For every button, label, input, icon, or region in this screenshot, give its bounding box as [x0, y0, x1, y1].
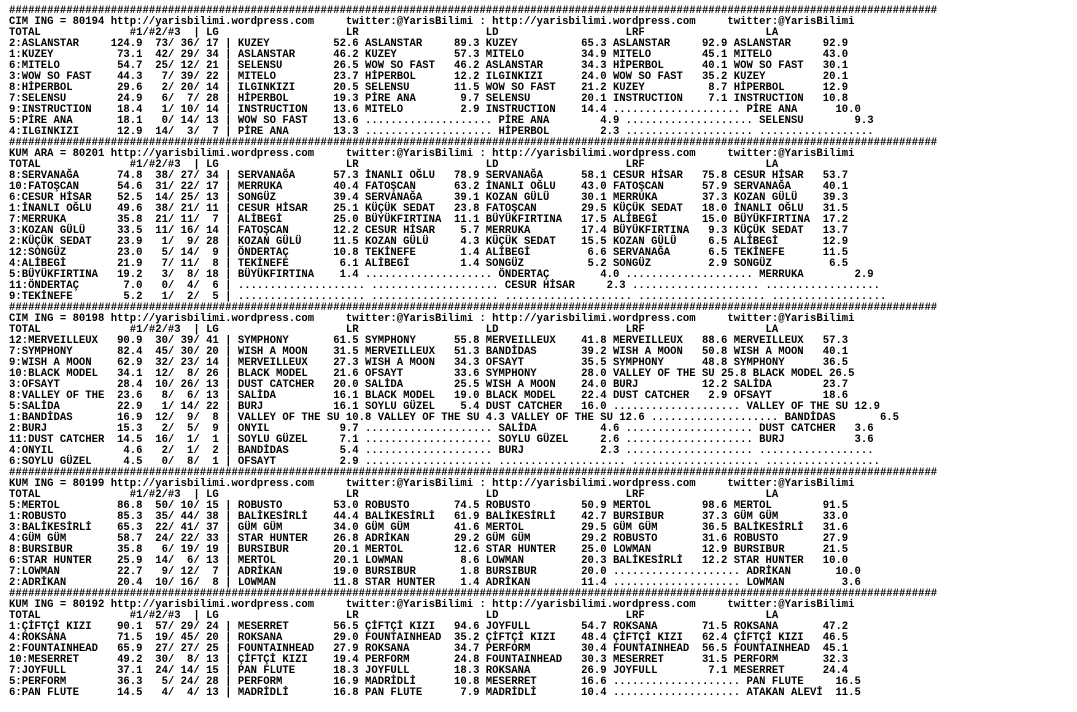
report-line: 6:MITELO 54.7 25/ 12/ 21 | SELENSU 26.5 WOW SO FAST 46.2 ASLANSTAR 34.3 HİPERBOL 40.1 WOW SO FAST 30.1: [9, 60, 849, 72]
report-line: ##################################################################################################################################################: [9, 467, 938, 479]
report-line: 1:ÇİFTÇİ KIZI 90.1 57/ 29/ 24 | MESERRET 56.5 ÇİFTÇİ KIZI 94.6 JOYFULL 54.7 ROKSANA 71.5 ROKSANA 47.2: [9, 621, 849, 633]
report-line: ##################################################################################################################################################: [9, 302, 938, 314]
report-line: 2:ASLANSTAR 124.9 73/ 36/ 17 | KUZEY 52.6 ASLANSTAR 89.3 KUZEY 65.3 ASLANSTAR 92.9 ASLANSTAR 92.9: [9, 38, 849, 50]
report-line: ##################################################################################################################################################: [9, 588, 938, 600]
report-line: KUM ARA = 80201 http://yarisbilimi.wordpress.com twitter:@YarisBilimi : http://yarisbilimi.wordpress.com twitter:@YarisBilimi: [9, 148, 855, 160]
report-line: KUM ING = 80192 http://yarisbilimi.wordpress.com twitter:@YarisBilimi : http://yarisbilimi.wordpress.com twitter:@YarisBilimi: [9, 599, 855, 611]
report-line: 10:BLACK MODEL 34.1 12/ 8/ 26 | BLACK MODEL 21.6 OFSAYT 33.6 SYMPHONY 28.0 VALLEY OF THE SU 25.8 BLACK MODEL 26.5: [9, 368, 855, 380]
report-line: 10:MESERRET 49.2 30/ 8/ 13 | ÇİFTÇİ KIZI 19.4 PERFORM 24.8 FOUNTAINHEAD 30.3 MESERRET 31.5 PERFORM 32.3: [9, 654, 849, 666]
report-line: 1:ROBUSTO 85.3 35/ 44/ 38 | BALİKESİRLİ 44.4 BALİKESİRLİ 61.9 BALİKESİRLİ 42.7 BURSIBUR 37.3 GÜM GÜM 33.0: [9, 511, 849, 523]
report-line: 5:MERTOL 86.8 50/ 10/ 15 | ROBUSTO 53.0 ROBUSTO 74.5 ROBUSTO 50.9 MERTOL 98.6 MERTOL 91.5: [9, 500, 849, 512]
report-line: 1:İNANLI OĞLU 49.6 38/ 21/ 11 | CESUR HİSAR 25.1 KÜÇÜK SEDAT 23.8 FATOŞCAN 29.5 KÜÇÜK SEDAT 18.0 İNANLI OĞLU 31.5: [9, 203, 849, 215]
report-line: 3:BALİKESİRLİ 65.3 22/ 41/ 37 | GÜM GÜM 34.0 GÜM GÜM 41.6 MERTOL 29.5 GÜM GÜM 36.5 BALİKESİRLİ 31.6: [9, 522, 849, 534]
report-line: 4:ONYIL 4.6 2/ 1/ 2 | BANDİDAS 5.4 .................... BURJ 2.3 .................... ..................: [9, 445, 874, 457]
report-line: 4:ROKSANA 71.5 19/ 45/ 20 | ROKSANA 29.0 FOUNTAINHEAD 35.2 ÇİFTÇİ KIZI 48.4 ÇİFTÇİ KIZI 62.4 ÇİFTÇİ KIZI 46.5: [9, 632, 849, 644]
report-line: 11:DUST CATCHER 14.5 16/ 1/ 1 | SOYLU GÜZEL 7.1 .................... SOYLU GÜZEL 2.6 .................... BURJ 3.6: [9, 434, 874, 446]
report-line: 2:KÜÇÜK SEDAT 23.9 1/ 9/ 28 | KOZAN GÜLÜ 11.5 KOZAN GÜLÜ 4.3 KÜÇÜK SEDAT 15.5 KOZAN GÜLÜ 6.5 ALİBEGİ 12.9: [9, 236, 849, 248]
report-line: 8:SERVANAĞA 74.8 38/ 27/ 34 | SERVANAĞA 57.3 İNANLI OĞLU 78.9 SERVANAĞA 58.1 CESUR HİSAR 75.8 CESUR HİSAR 53.7: [9, 170, 849, 182]
report-line: 12:MERVEILLEUX 90.9 30/ 39/ 41 | SYMPHONY 61.5 SYMPHONY 55.8 MERVEILLEUX 41.8 MERVEILLEUX 88.6 MERVEILLEUX 57.3: [9, 335, 849, 347]
report-line: 2:FOUNTAINHEAD 65.9 27/ 27/ 25 | FOUNTAINHEAD 27.9 ROKSANA 34.7 PERFORM 30.4 FOUNTAINHEAD 56.5 FOUNTAINHEAD 45.1: [9, 643, 849, 655]
report-line: 7:SELENSU 24.9 6/ 7/ 28 | HİPERBOL 19.3 PİRE ANA 9.7 SELENSU 20.1 INSTRUCTION 7.1 INSTRUCTION 10.8: [9, 93, 849, 105]
report-line: 11:ÖNDERTAÇ 7.0 0/ 4/ 6 | .................... .................... CESUR HİSAR 2.3 .................... ..................: [9, 280, 880, 292]
report-line: 2:ADRİKAN 20.4 10/ 16/ 8 | LOWMAN 11.8 STAR HUNTER 1.4 ADRİKAN 11.4 .................... LOWMAN 3.6: [9, 577, 861, 589]
report-line: ##################################################################################################################################################: [9, 5, 938, 17]
report-line: 3:WOW SO FAST 44.3 7/ 39/ 22 | MITELO 23.7 HİPERBOL 12.2 ILGINKIZI 24.0 WOW SO FAST 35.2 KUZEY 20.1: [9, 71, 849, 83]
report-line: 9:WISH A MOON 62.9 32/ 23/ 14 | MERVEILLEUX 27.3 WISH A MOON 34.3 OFSAYT 35.5 SYMPHONY 48.8 SYMPHONY 36.5: [9, 357, 849, 369]
report-line: 8:BURSIBUR 35.8 6/ 19/ 19 | BURSIBUR 20.1 MERTOL 12.6 STAR HUNTER 25.0 LOWMAN 12.9 BURSIBUR 21.5: [9, 544, 849, 556]
report-line: 3:OFSAYT 28.4 10/ 26/ 13 | DUST CATCHER 20.0 SALİDA 25.5 WISH A MOON 24.0 BURJ 12.2 SALİDA 23.7: [9, 379, 849, 391]
report-line: 7:MERRUKA 35.8 21/ 11/ 7 | ALİBEGİ 25.0 BÜYÜKFIRTINA 11.1 BÜYÜKFIRTINA 17.5 ALİBEGİ 15.0 BÜYÜKFIRTINA 17.2: [9, 214, 849, 226]
report-line: 6:CESUR HİSAR 52.5 14/ 25/ 13 | SONGÜZ 39.4 SERVANAĞA 39.1 KOZAN GÜLÜ 30.1 MERRUKA 37.3 KOZAN GÜLÜ 39.3: [9, 192, 849, 204]
report-line: 3:KOZAN GÜLÜ 33.5 11/ 16/ 14 | FATOŞCAN 12.2 CESUR HİSAR 5.7 MERRUKA 17.4 BÜYÜKFIRTINA 9.3 KÜÇÜK SEDAT 13.7: [9, 225, 849, 237]
report-line: 1:BANDİDAS 16.9 12/ 9/ 8 | VALLEY OF THE SU 10.8 VALLEY OF THE SU 4.3 VALLEY OF THE SU 12.6 .................... BANDİDAS 6.5: [9, 412, 900, 424]
report-line: 5:SALİDA 22.9 1/ 14/ 22 | BURJ 16.1 SOYLU GÜZEL 5.4 DUST CATCHER 16.0 .................... VALLEY OF THE SU 12.9: [9, 401, 880, 413]
report-line: 8:VALLEY OF THE 23.6 8/ 6/ 13 | SALİDA 16.1 BLACK MODEL 19.0 BLACK MODEL 22.4 DUST CATCHER 2.9 OFSAYT 18.6: [9, 390, 849, 402]
report-line: 8:HİPERBOL 29.6 2/ 20/ 14 | ILGINKIZI 20.5 SELENSU 11.5 WOW SO FAST 21.2 KUZEY 8.7 HİPERBOL 12.9: [9, 82, 849, 94]
report-line: 6:SOYLU GÜZEL 4.5 0/ 8/ 1 | OFSAYT 2.9 .................... .................... .................... ..................: [9, 456, 880, 468]
report-line: CIM ING = 80198 http://yarisbilimi.wordpress.com twitter:@YarisBilimi : http://yarisbilimi.wordpress.com twitter:@YarisBilimi: [9, 313, 855, 325]
report-line: 6:PAN FLUTE 14.5 4/ 4/ 13 | MADRİDLİ 16.8 PAN FLUTE 7.9 MADRİDLİ 10.4 .................... ATAKAN ALEVİ 11.5: [9, 687, 861, 699]
report-line: CIM ING = 80194 http://yarisbilimi.wordpress.com twitter:@YarisBilimi : http://yarisbilimi.wordpress.com twitter:@YarisBilimi: [9, 16, 855, 28]
report-line: 5:BÜYÜKFIRTINA 19.2 3/ 8/ 18 | BÜYÜKFIRTINA 1.4 .................... ÖNDERTAÇ 4.0 .................... MERRUKA 2.9: [9, 269, 874, 281]
report-line: TOTAL #1/#2/#3 | LG LR LD LRF LA: [9, 489, 779, 501]
report-line: ##################################################################################################################################################: [9, 137, 938, 149]
report-line: 7:SYMPHONY 82.4 45/ 30/ 20 | WISH A MOON 31.5 MERVEILLEUX 51.3 BANDİDAS 39.2 WISH A MOON 50.8 WISH A MOON 40.1: [9, 346, 849, 358]
report-line: 4:GÜM GÜM 58.7 24/ 22/ 33 | STAR HUNTER 26.8 ADRİKAN 29.2 GÜM GÜM 29.2 ROBUSTO 31.6 ROBUSTO 27.9: [9, 533, 849, 545]
report-line: TOTAL #1/#2/#3 | LG LR LD LRF LA: [9, 324, 779, 336]
report-line: TOTAL #1/#2/#3 | LG LR LD LRF LA: [9, 610, 779, 622]
report-line: TOTAL #1/#2/#3 | LG LR LD LRF LA: [9, 27, 779, 39]
report-line: TOTAL #1/#2/#3 | LG LR LD LRF LA: [9, 159, 779, 171]
report-line: 9:INSTRUCTION 18.4 1/ 10/ 14 | INSTRUCTION 13.6 MITELO 2.9 INSTRUCTION 14.4 .................... PİRE ANA 10.0: [9, 104, 861, 116]
report-line: 4:ILGINKIZI 12.9 14/ 3/ 7 | PİRE ANA 13.3 .................... HİPERBOL 2.3 .................... ..................: [9, 126, 874, 138]
report-line: 10:FATOŞCAN 54.6 31/ 22/ 17 | MERRUKA 40.4 FATOŞCAN 63.2 İNANLI OĞLU 43.0 FATOŞCAN 57.9 SERVANAĞA 40.1: [9, 181, 849, 193]
report-line: 9:TEKİNEFE 5.2 1/ 2/ 5 | .................... .................... .................... .................... ..................: [9, 291, 887, 303]
report-line: 7:LOWMAN 22.7 9/ 12/ 7 | ADRİKAN 19.0 BURSIBUR 1.8 BURSIBUR 20.0 .................... ADRİKAN 10.0: [9, 566, 861, 578]
report-line: KUM ING = 80199 http://yarisbilimi.wordpress.com twitter:@YarisBilimi : http://yarisbilimi.wordpress.com twitter:@YarisBilimi: [9, 478, 855, 490]
report-line: 7:JOYFULL 37.1 24/ 14/ 15 | PAN FLUTE 18.3 JOYFULL 18.3 ROKSANA 26.9 JOYFULL 7.1 MESERRET 24.4: [9, 665, 849, 677]
report-line: 5:PİRE ANA 18.1 0/ 14/ 13 | WOW SO FAST 13.6 .................... PİRE ANA 4.9 .................... SELENSU 9.3: [9, 115, 874, 127]
report-line: 2:BURJ 15.3 2/ 5/ 9 | ONYIL 9.7 .................... SALİDA 4.6 .................... DUST CATCHER 3.6: [9, 423, 874, 435]
report-line: 6:STAR HUNTER 25.9 14/ 6/ 13 | MERTOL 20.1 LOWMAN 8.6 LOWMAN 20.3 BALİKESİRLİ 12.2 STAR HUNTER 10.0: [9, 555, 849, 567]
report-line: 5:PERFORM 36.3 5/ 24/ 28 | PERFORM 16.9 MADRİDLİ 10.8 MESERRET 16.6 .................... PAN FLUTE 16.5: [9, 676, 861, 688]
report-line: 12:SONGÜZ 23.0 5/ 14/ 9 | ÖNDERTAÇ 10.8 TEKİNEFE 1.4 ALİBEGİ 6.6 SERVANAĞA 6.5 TEKİNEFE 11.5: [9, 247, 849, 259]
report-line: 4:ALİBEGİ 21.9 7/ 11/ 8 | TEKİNEFE 6.1 ALİBEGİ 1.4 SONGÜZ 5.2 SONGÜZ 2.9 SONGÜZ 6.5: [9, 258, 849, 270]
report-line: 1:KUZEY 73.1 42/ 29/ 34 | ASLANSTAR 46.2 KUZEY 57.3 MITELO 34.9 MITELO 45.1 MITELO 43.0: [9, 49, 849, 61]
